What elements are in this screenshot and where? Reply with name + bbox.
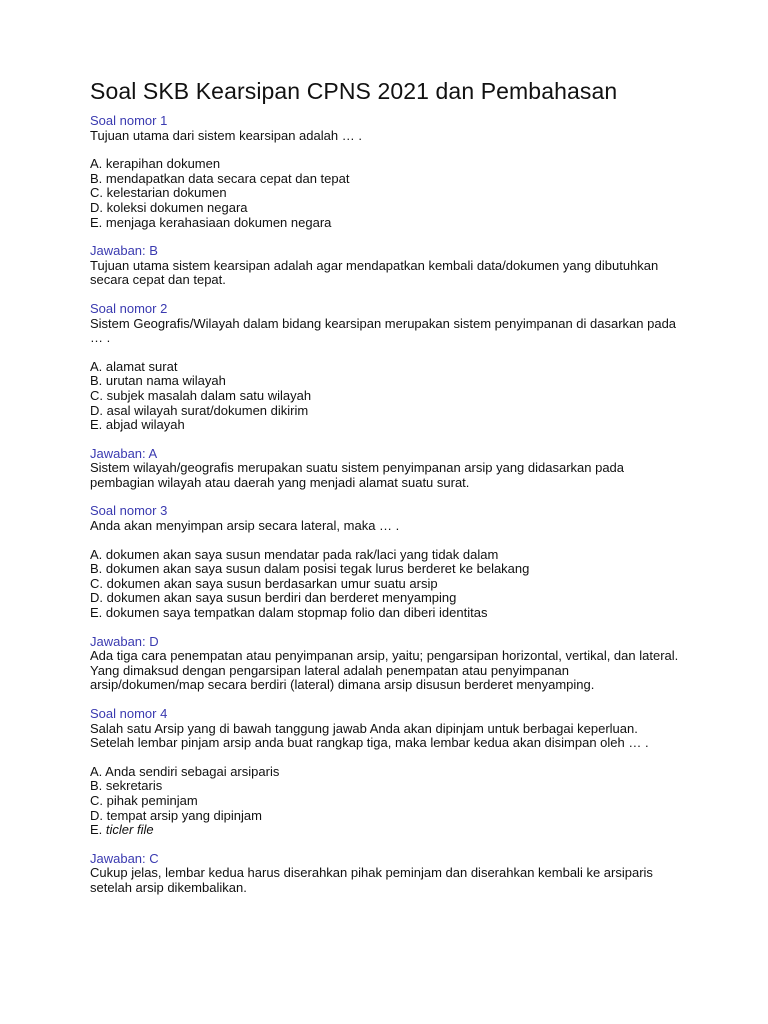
- option-c: C. pihak peminjam: [90, 792, 198, 808]
- option-c: C. kelestarian dokumen: [90, 185, 227, 201]
- option-e: [90, 823, 680, 838]
- question-label: Soal nomor 3: [90, 503, 168, 519]
- option-b: B. sekretaris: [90, 778, 163, 794]
- answer-label: Jawaban: A: [90, 445, 158, 461]
- answer-text: Cukup jelas, lembar kedua harus diserahkan pihak peminjam dan diserahkan kembali ke arsiparis setelah arsip dikembalikan.: [90, 865, 653, 895]
- answer-2: [90, 447, 680, 491]
- question-text: Tujuan utama dari sistem kearsipan adalah … .: [90, 127, 362, 143]
- question-label: Soal nomor 4: [90, 706, 168, 721]
- question-text: Sistem Geografis/Wilayah dalam bidang kearsipan merupakan sistem penyimpanan di dasarkan pada … .: [90, 315, 677, 346]
- option-e-italic-text: ticler file: [105, 822, 154, 838]
- question-3: [90, 504, 680, 620]
- document-page: [90, 76, 680, 910]
- option-b: B. dokumen akan saya susun dalam posisi tegak lurus berderet ke belakang: [90, 561, 530, 577]
- question-label: Soal nomor 1: [90, 113, 168, 128]
- question-4: [90, 707, 680, 838]
- option-d: D. dokumen akan saya susun berdiri dan berderet menyamping: [90, 590, 457, 606]
- option-e-prefix: E.: [90, 822, 106, 838]
- option-e: E. abjad wilayah: [90, 417, 185, 433]
- option-a: A. Anda sendiri sebagai arsiparis: [90, 763, 280, 779]
- option-a: A. kerapihan dokumen: [90, 156, 221, 172]
- answer-text: Ada tiga cara penempatan atau penyimpanan arsip, yaitu; pengarsipan horizontal, vertikal, dan lateral. Yang dimaksud dengan pengarsipan lateral adalah penempatan atau penyimpanan arsip/dokumen/map secara berdiri (lateral) dimana arsip disusun berderet menyamping.: [90, 648, 679, 693]
- option-b: B. mendapatkan data secara cepat dan tepat: [90, 170, 350, 186]
- option-a: A. dokumen akan saya susun mendatar pada rak/laci yang tidak dalam: [90, 546, 499, 562]
- answer-text: Tujuan utama sistem kearsipan adalah agar mendapatkan kembali data/dokumen yang dibutuhkan secara cepat dan tepat.: [90, 257, 659, 288]
- answer-1: [90, 244, 680, 288]
- answer-text: Sistem wilayah/geografis merupakan suatu sistem penyimpanan arsip yang didasarkan pada pembagian wilayah atau daerah yang menjadi alamat suatu surat.: [90, 460, 625, 490]
- option-b: B. urutan nama wilayah: [90, 373, 226, 389]
- option-d: D. asal wilayah surat/dokumen dikirim: [90, 402, 309, 418]
- options-list: [90, 157, 680, 230]
- page-title: Soal SKB Kearsipan CPNS 2021 dan Pembahasan: [90, 78, 618, 104]
- question-text: Anda akan menyimpan arsip secara lateral, maka … .: [90, 518, 400, 534]
- options-list: [90, 548, 680, 621]
- answer-label: Jawaban: B: [90, 243, 158, 259]
- options-list: [90, 360, 680, 433]
- option-c: C. subjek masalah dalam satu wilayah: [90, 387, 312, 403]
- option-e: E. dokumen saya tempatkan dalam stopmap folio dan diberi identitas: [90, 605, 488, 621]
- option-a: A. alamat surat: [90, 358, 178, 374]
- option-e: E. menjaga kerahasiaan dokumen negara: [90, 214, 332, 230]
- answer-3: [90, 635, 680, 693]
- option-c: C. dokumen akan saya susun berdasarkan umur suatu arsip: [90, 575, 438, 591]
- question-1: [90, 114, 680, 230]
- answer-label: Jawaban: D: [90, 633, 159, 649]
- option-d: D. tempat arsip yang dipinjam: [90, 807, 262, 823]
- question-text: Salah satu Arsip yang di bawah tanggung jawab Anda akan dipinjam untuk berbagai keperluan. Setelah lembar pinjam arsip anda buat rangkap tiga, maka lembar kedua akan disimpan oleh … .: [90, 720, 649, 751]
- answer-label: Jawaban: C: [90, 850, 159, 866]
- question-2: [90, 302, 680, 433]
- answer-4: [90, 852, 680, 896]
- option-d: D. koleksi dokumen negara: [90, 199, 248, 215]
- options-list: [90, 765, 680, 838]
- question-label: Soal nomor 2: [90, 300, 168, 316]
